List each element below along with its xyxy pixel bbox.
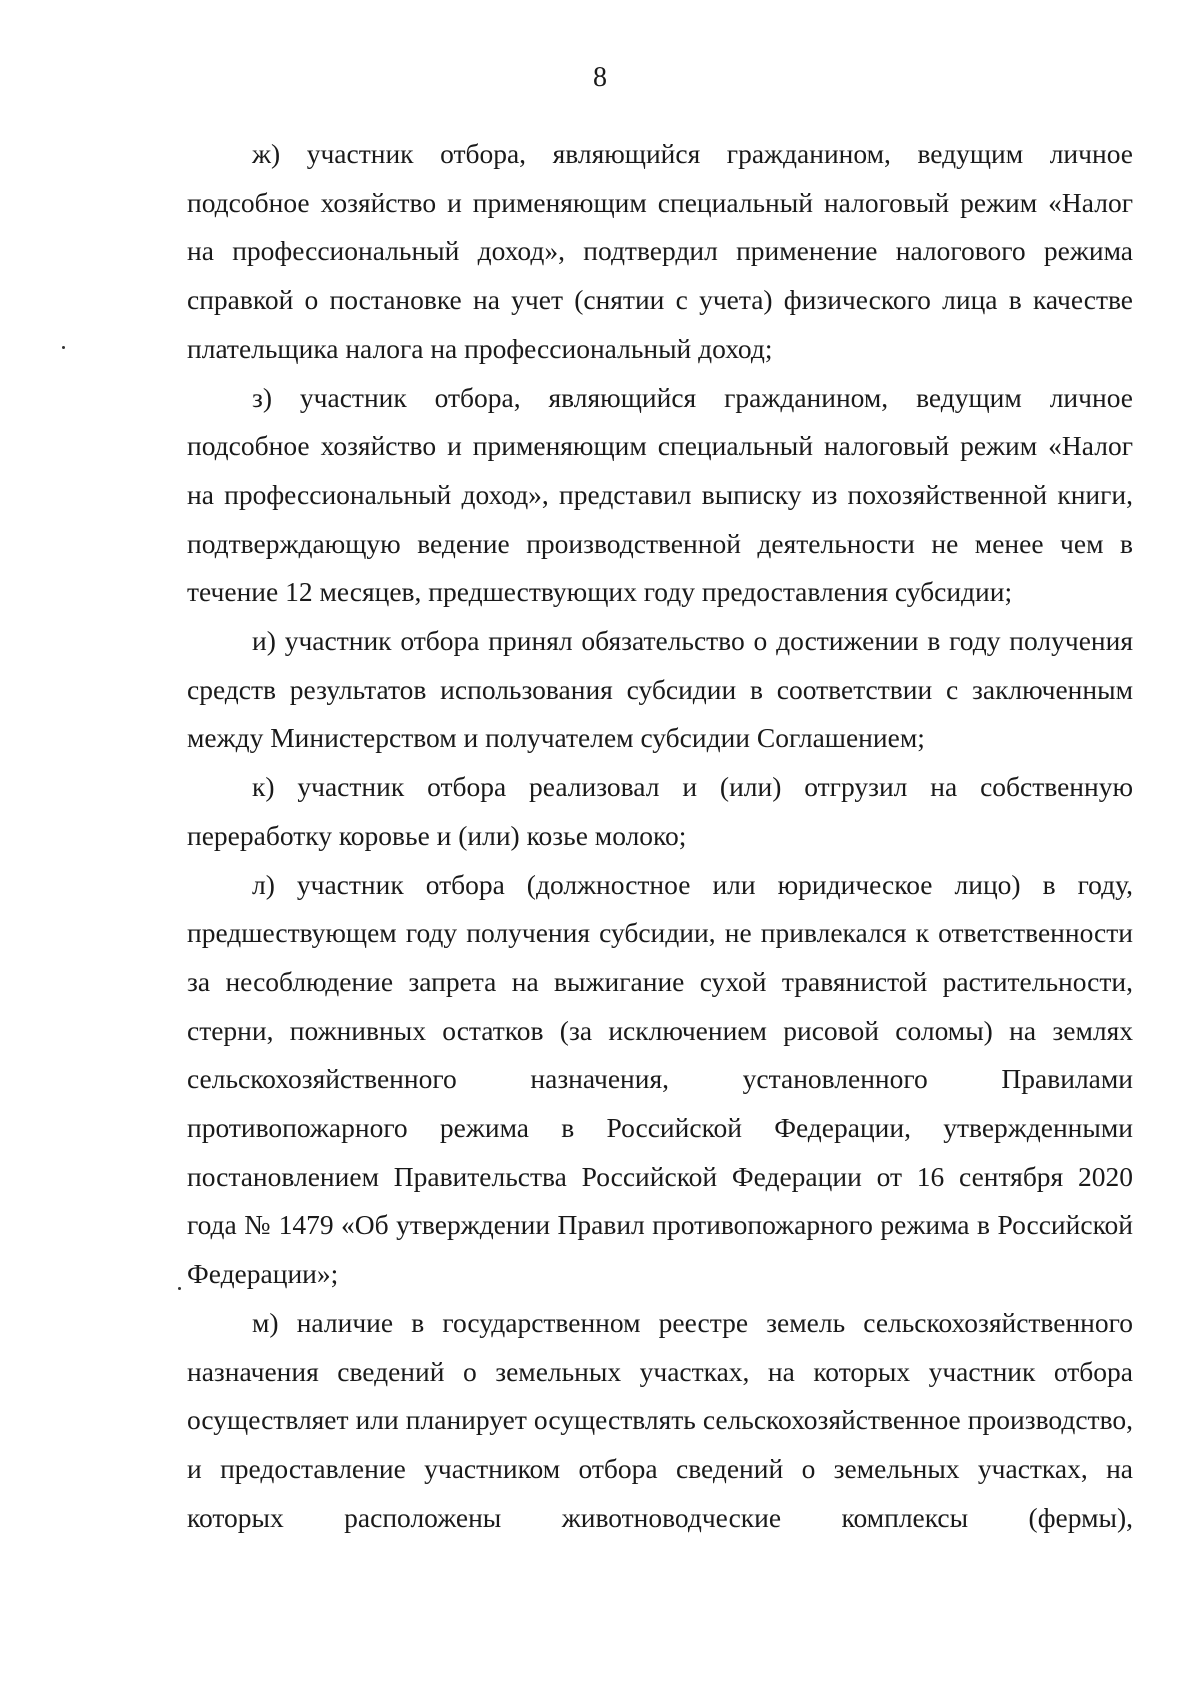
scan-speck [178,1287,181,1290]
paragraph-zh: ж) участник отбора, являющийся гражданином, ведущим личное подсобное хозяйство и применяющим специальный налоговый режим «Налог на профессиональный доход», подтвердил применение налогового режима справкой о постановке на учет (снятии с учета) физического лица в качестве плательщика налога на профессиональный доход; [187,138,1133,364]
paragraph-k: к) участник отбора реализовал и (или) отгрузил на собственную переработку коровье и (или) козье молоко; [187,771,1133,851]
scan-speck [62,346,65,349]
paragraph-l: л) участник отбора (должностное или юридическое лицо) в году, предшествующем году получения субсидии, не привлекался к ответственности за несоблюдение запрета на выжигание сухой травянистой растительности, стерни, пожнивных остатков (за исключением рисовой соломы) на землях сельскохозяйственного назначения, установленного Правилами противопожарного режима в Российской Федерации, утвержденными постановлением Правительства Российской Федерации от 16 сентября 2020 года № 1479 «Об утверждении Правил противопожарного режима в Российской Федерации»; [187,868,1133,1290]
document-body [187,130,1133,1542]
paragraph-z: з) участник отбора, являющийся гражданином, ведущим личное подсобное хозяйство и применяющим специальный налоговый режим «Налог на профессиональный доход», представил выписку из похозяйственной книги, подтверждающую ведение производственной деятельности не менее чем в течение 12 месяцев, предшествующих году предоставления субсидии; [187,381,1133,608]
paragraph-m: м) наличие в государственном реестре земель сельскохозяйственного назначения сведений о земельных участках, на которых участник отбора осуществляет или планирует осуществлять сельскохозяйственное производство, и предоставление участником отбора сведений о земельных участках, на которых расположены животноводческие комплексы (фермы), [187,1306,1133,1533]
page-number: 8 [593,62,607,93]
paragraph-i: и) участник отбора принял обязательство о достижении в году получения средств результатов использования субсидии в соответствии с заключенным между Министерством и получателем субсидии Соглашением; [187,625,1133,754]
